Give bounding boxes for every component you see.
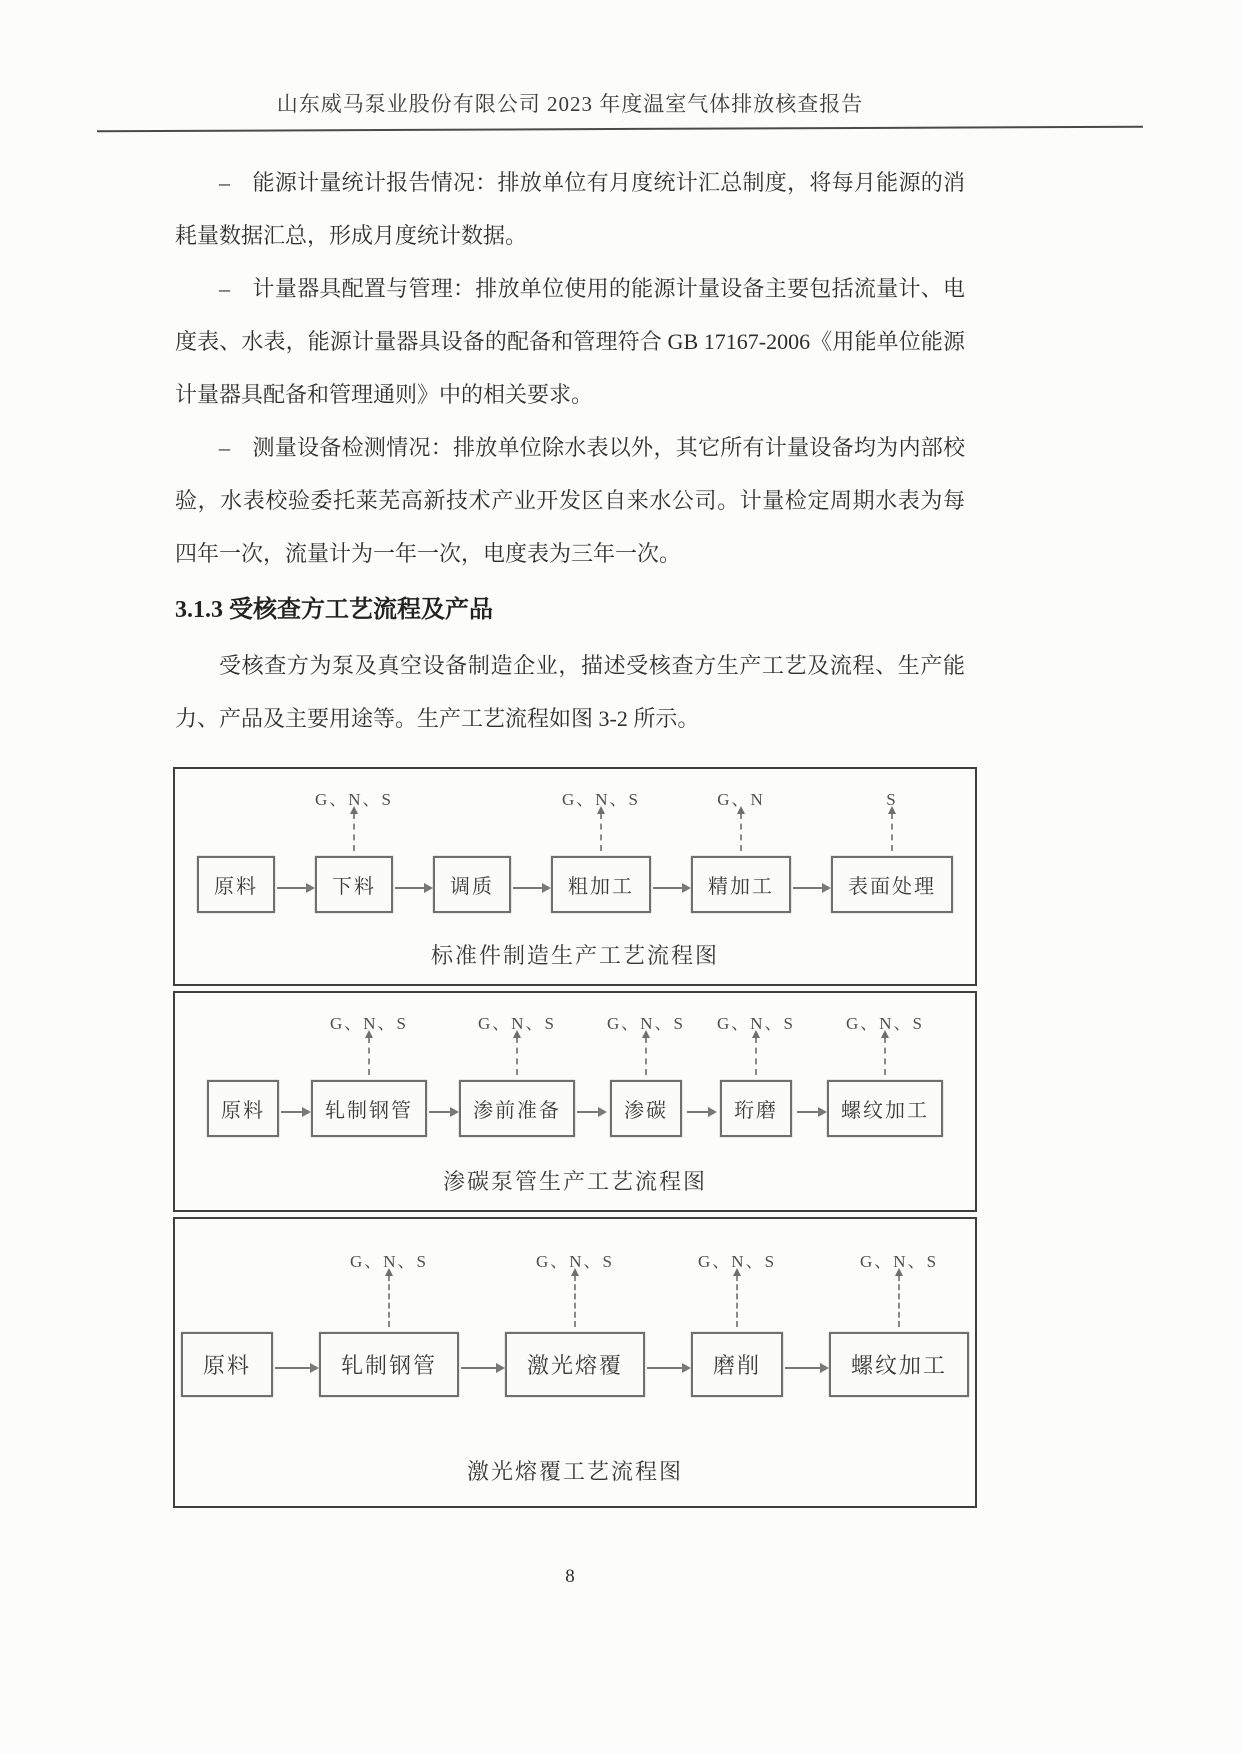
process-step: [433, 856, 511, 913]
flowchart-panel: [173, 767, 977, 986]
flow-arrow-icon: [275, 1367, 317, 1369]
flowchart-panel: [173, 1217, 977, 1508]
flowchart-panel: [173, 991, 977, 1212]
process-step: [319, 1247, 459, 1397]
flow-arrow-icon: [577, 1111, 605, 1113]
emission-arrow-icon: [645, 1037, 647, 1075]
emission-gas-label: G、N、S: [698, 1252, 777, 1271]
paragraph-process-intro: 受核查方为泵及真空设备制造企业，描述受核查方生产工艺及流程、生产能力、产品及主要用途等。生产工艺流程如图 3-2 所示。: [175, 653, 965, 731]
process-step: [181, 1332, 273, 1397]
process-box: 下料: [315, 856, 393, 913]
flow-arrow-icon: [653, 887, 689, 889]
flow-arrow-icon: [461, 1367, 503, 1369]
flowchart-caption: 渗碳泵管生产工艺流程图: [442, 1169, 707, 1194]
process-step: [829, 1247, 969, 1397]
flow-arrow-icon: [647, 1367, 689, 1369]
emission-gas-label: G、N、S: [846, 1014, 925, 1033]
process-box: 调质: [433, 856, 511, 913]
flow-arrow-icon: [429, 1111, 457, 1113]
emission-arrow-icon: [368, 1037, 370, 1075]
emission-gas-label: G、N、S: [561, 790, 640, 809]
emission-arrow-icon: [755, 1037, 757, 1075]
flowchart-caption: 激光熔覆工艺流程图: [466, 1459, 683, 1484]
process-box: 磨削: [691, 1332, 783, 1397]
process-step: [197, 856, 275, 913]
emission-gas-label: G、N、S: [314, 790, 393, 809]
process-box: 螺纹加工: [827, 1080, 943, 1137]
flow-arrow-icon: [277, 887, 313, 889]
process-box: 原料: [197, 856, 275, 913]
emission-arrow-icon: [600, 813, 602, 851]
process-step: [831, 790, 953, 913]
flowchart-row: [183, 1247, 967, 1397]
flow-arrow-icon: [395, 887, 431, 889]
emission-gas-label: G、N、S: [606, 1014, 685, 1033]
process-step: [551, 785, 651, 913]
flow-arrow-icon: [513, 887, 549, 889]
flow-arrow-icon: [687, 1111, 715, 1113]
process-step: [315, 785, 393, 913]
emission-arrow-icon: [353, 813, 355, 851]
header-rule: [97, 126, 1143, 133]
flow-arrow-icon: [785, 1367, 827, 1369]
process-step: [459, 1009, 575, 1137]
process-box: 轧制钢管: [319, 1332, 459, 1397]
flow-arrow-icon: [793, 887, 829, 889]
process-step: [505, 1247, 645, 1397]
flowchart-caption: 标准件制造生产工艺流程图: [430, 943, 719, 968]
emission-gas-label: S: [886, 790, 898, 809]
emission-gas-label: G、N、S: [860, 1252, 939, 1271]
process-box: 轧制钢管: [311, 1080, 427, 1137]
emission-arrow-icon: [740, 813, 742, 851]
flowchart-row: [183, 1009, 967, 1137]
process-step: [691, 785, 791, 913]
emission-arrow-icon: [898, 1275, 900, 1327]
paragraph-measurement-device-inspection: – 测量设备检测情况：排放单位除水表以外，其它所有计量设备均为内部校验，水表校验委托莱芜高新技术产业开发区自来水公司。计量检定周期水表为每四年一次，流量计为一年一次，电度表为三年一次。: [175, 435, 965, 566]
emission-arrow-icon: [736, 1275, 738, 1327]
emission-gas-label: G、N、S: [477, 1014, 556, 1033]
emission-arrow-icon: [891, 813, 893, 851]
flow-arrow-icon: [797, 1111, 825, 1113]
process-box: 表面处理: [831, 856, 953, 913]
flowcharts: [175, 767, 965, 1508]
process-step: [207, 1080, 279, 1137]
emission-arrow-icon: [884, 1037, 886, 1075]
process-box: 原料: [181, 1332, 273, 1397]
emission-gas-label: G、N、S: [536, 1252, 615, 1271]
process-step: [311, 1009, 427, 1137]
page-number: 8: [565, 1566, 575, 1587]
emission-gas-label: G、N: [717, 790, 765, 809]
process-box: 粗加工: [551, 856, 651, 913]
emission-arrow-icon: [516, 1037, 518, 1075]
document-header-title: 山东威马泵业股份有限公司 2023 年度温室气体排放核查报告: [276, 92, 864, 116]
process-step: [717, 1009, 795, 1137]
process-box: 渗碳: [610, 1080, 682, 1137]
body-text: [175, 156, 965, 745]
process-step: [607, 1009, 685, 1137]
paragraph-energy-metering-report: – 能源计量统计报告情况：排放单位有月度统计汇总制度，将每月能源的消耗量数据汇总，形成月度统计数据。: [175, 170, 965, 248]
process-box: 原料: [207, 1080, 279, 1137]
process-box: 激光熔覆: [505, 1332, 645, 1397]
flowchart-row: [183, 785, 967, 913]
process-step: [827, 1009, 943, 1137]
emission-gas-label: G、N、S: [349, 1252, 428, 1271]
process-box: 珩磨: [720, 1080, 792, 1137]
section-heading-3-1-3: 3.1.3 受核查方工艺流程及产品: [175, 597, 493, 623]
emission-gas-label: G、N、S: [329, 1014, 408, 1033]
flow-arrow-icon: [281, 1111, 309, 1113]
process-box: 渗前准备: [459, 1080, 575, 1137]
process-box: 螺纹加工: [829, 1332, 969, 1397]
process-step: [691, 1247, 783, 1397]
emission-arrow-icon: [574, 1275, 576, 1327]
process-box: 精加工: [691, 856, 791, 913]
paragraph-metering-instrument-management: – 计量器具配置与管理：排放单位使用的能源计量设备主要包括流量计、电度表、水表，能源计量器具设备的配备和管理符合 GB 17167-2006《用能单位能源计量器具配备和管理通则》中的相关要求。: [175, 276, 965, 407]
emission-gas-label: G、N、S: [717, 1014, 796, 1033]
emission-arrow-icon: [388, 1275, 390, 1327]
